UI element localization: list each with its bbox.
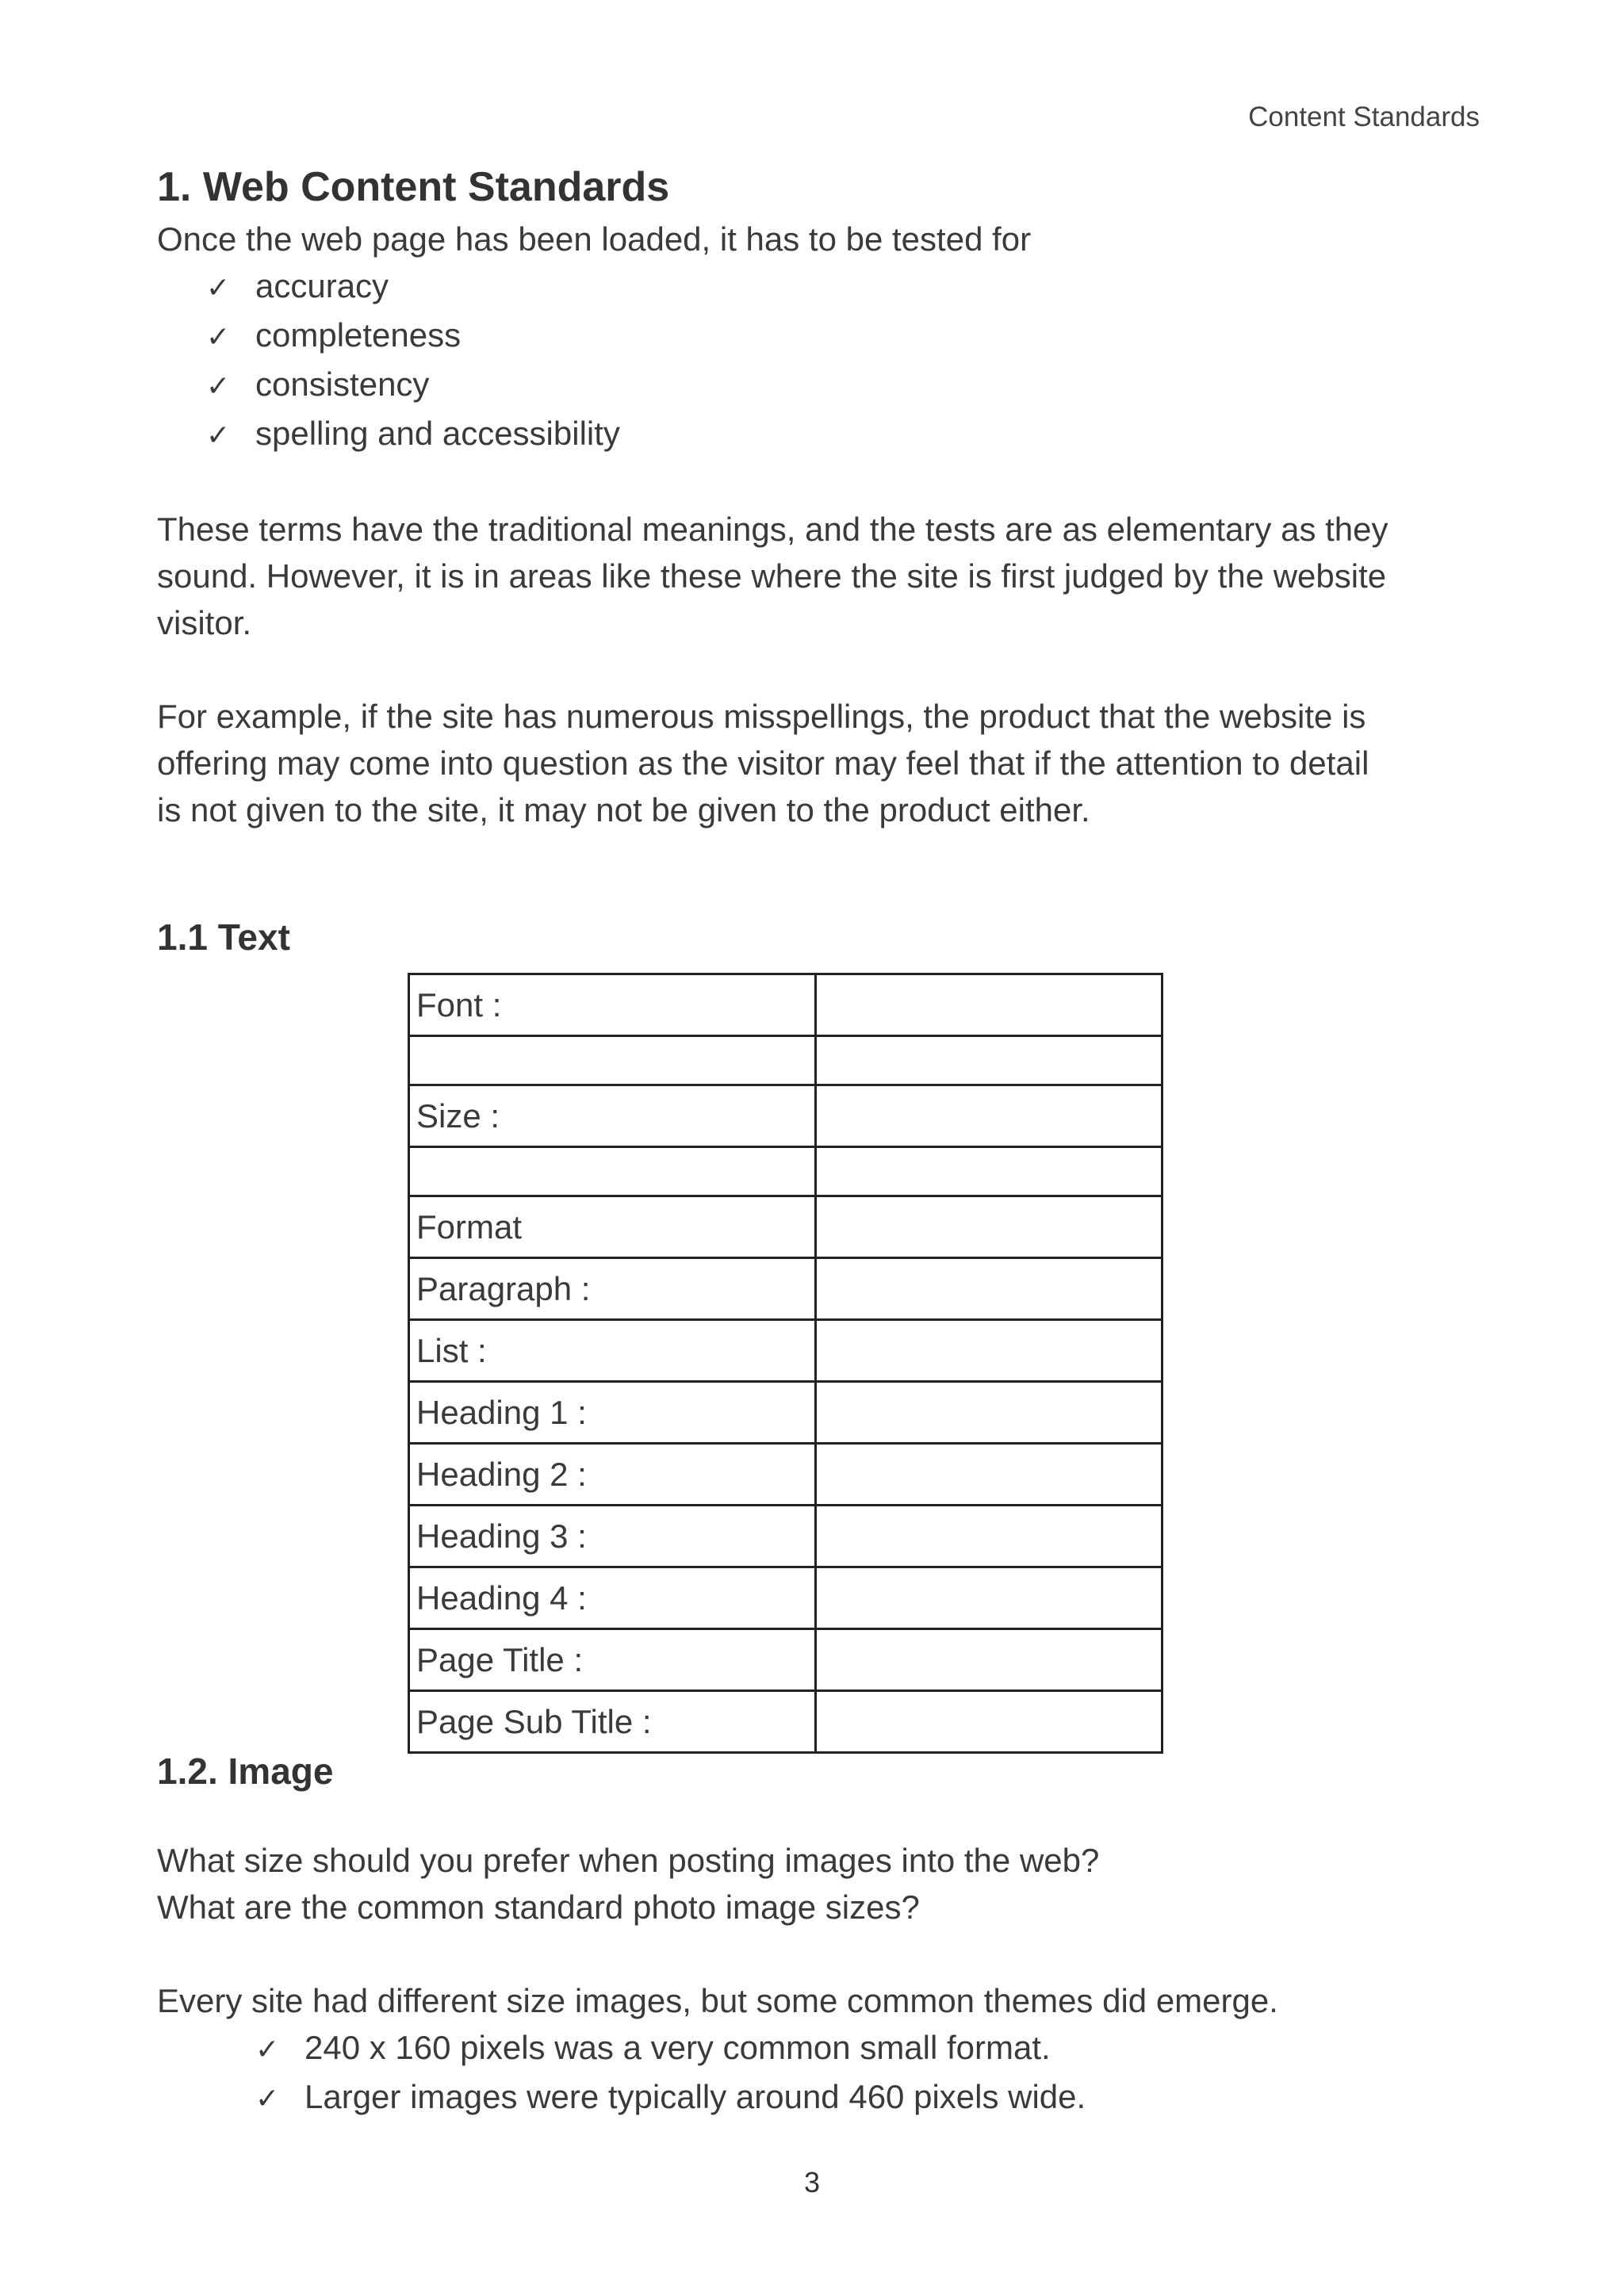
table-row — [409, 1196, 1162, 1258]
paragraph-line: is not given to the site, it may not be given to the product either. — [157, 791, 1090, 828]
paragraph-line: offering may come into question as the visitor may feel that if the attention to detail — [157, 744, 1369, 782]
image-intro: Every site had different size images, but some common themes did emerge. — [157, 1982, 1278, 2019]
table-cell-label — [409, 1036, 816, 1085]
check-mark-icon: ✓ — [206, 419, 231, 452]
table-row — [409, 974, 1162, 1036]
paragraph-line: For example, if the site has numerous misspellings, the product that the website is — [157, 698, 1366, 735]
page-number: 3 — [803, 2166, 821, 2198]
table-cell-value — [816, 1506, 1162, 1567]
table-cell-value — [816, 974, 1162, 1036]
table-row — [409, 1258, 1162, 1320]
table-cell-value — [816, 1629, 1162, 1691]
check-mark-icon: ✓ — [206, 370, 231, 403]
table-row — [409, 1320, 1162, 1382]
table-cell-value — [816, 1691, 1162, 1753]
list-item: ✓ consistency — [206, 361, 1489, 410]
table-cell-label — [409, 1147, 816, 1196]
list-item: ✓ completeness — [206, 312, 1489, 361]
table-row — [409, 1036, 1162, 1085]
text-spec-area — [157, 962, 1489, 1747]
table-row — [409, 1382, 1162, 1444]
table-cell-label: Font : — [409, 974, 816, 1036]
text-spec-table — [408, 973, 1163, 1754]
table-cell-label: Heading 3 : — [409, 1506, 816, 1567]
table-cell-label: Page Title : — [409, 1629, 816, 1691]
table-cell-label: Page Sub Title : — [409, 1691, 816, 1753]
table-cell-label: Size : — [409, 1085, 816, 1147]
table-row — [409, 1567, 1162, 1629]
table-cell-label: Heading 1 : — [409, 1382, 816, 1444]
list-item: ✓ accuracy — [206, 262, 1489, 312]
subsection-title-text: 1.1 Text — [157, 916, 290, 958]
table-cell-value — [816, 1382, 1162, 1444]
intro-text: Once the web page has been loaded, it has to be tested for — [157, 220, 1032, 258]
question-line: What size should you prefer when posting images into the web? — [157, 1842, 1100, 1879]
table-cell-value — [816, 1444, 1162, 1506]
table-cell-value — [816, 1036, 1162, 1085]
check-mark-icon: ✓ — [255, 2034, 280, 2066]
table-row — [409, 1506, 1162, 1567]
check-mark-icon: ✓ — [206, 272, 231, 304]
question-line: What are the common standard photo image sizes? — [157, 1888, 920, 1926]
table-row — [409, 1444, 1162, 1506]
subsection-title-image: 1.2. Image — [157, 1751, 334, 1792]
image-size-checklist — [157, 2024, 1489, 2122]
list-item: ✓ spelling and accessibility — [206, 410, 1489, 459]
check-mark-icon: ✓ — [255, 2083, 280, 2115]
table-cell-label: Paragraph : — [409, 1258, 816, 1320]
table-cell-value — [816, 1147, 1162, 1196]
table-cell-label: Format — [409, 1196, 816, 1258]
main-content — [157, 159, 1489, 2122]
table-row — [409, 1691, 1162, 1753]
table-cell-label: Heading 4 : — [409, 1567, 816, 1629]
table-cell-label: Heading 2 : — [409, 1444, 816, 1506]
check-mark-icon: ✓ — [206, 321, 231, 354]
table-cell-value — [816, 1196, 1162, 1258]
list-item: ✓ 240 x 160 pixels was a very common small format. — [255, 2024, 1489, 2073]
table-cell-value — [816, 1567, 1162, 1629]
paragraph-line: These terms have the traditional meanings, and the tests are as elementary as they — [157, 511, 1388, 548]
table-cell-value — [816, 1258, 1162, 1320]
paragraph-line: visitor. — [157, 604, 252, 641]
table-row — [409, 1629, 1162, 1691]
list-item: ✓ Larger images were typically around 460 pixels wide. — [255, 2073, 1489, 2122]
table-cell-value — [816, 1320, 1162, 1382]
table-row — [409, 1147, 1162, 1196]
section-title: 1. Web Content Standards — [157, 164, 670, 210]
running-head: Content Standards — [1248, 101, 1480, 132]
table-row — [409, 1085, 1162, 1147]
table-cell-label: List : — [409, 1320, 816, 1382]
paragraph-line: sound. However, it is in areas like these where the site is first judged by the website — [157, 557, 1387, 595]
table-cell-value — [816, 1085, 1162, 1147]
test-checklist — [157, 262, 1489, 459]
